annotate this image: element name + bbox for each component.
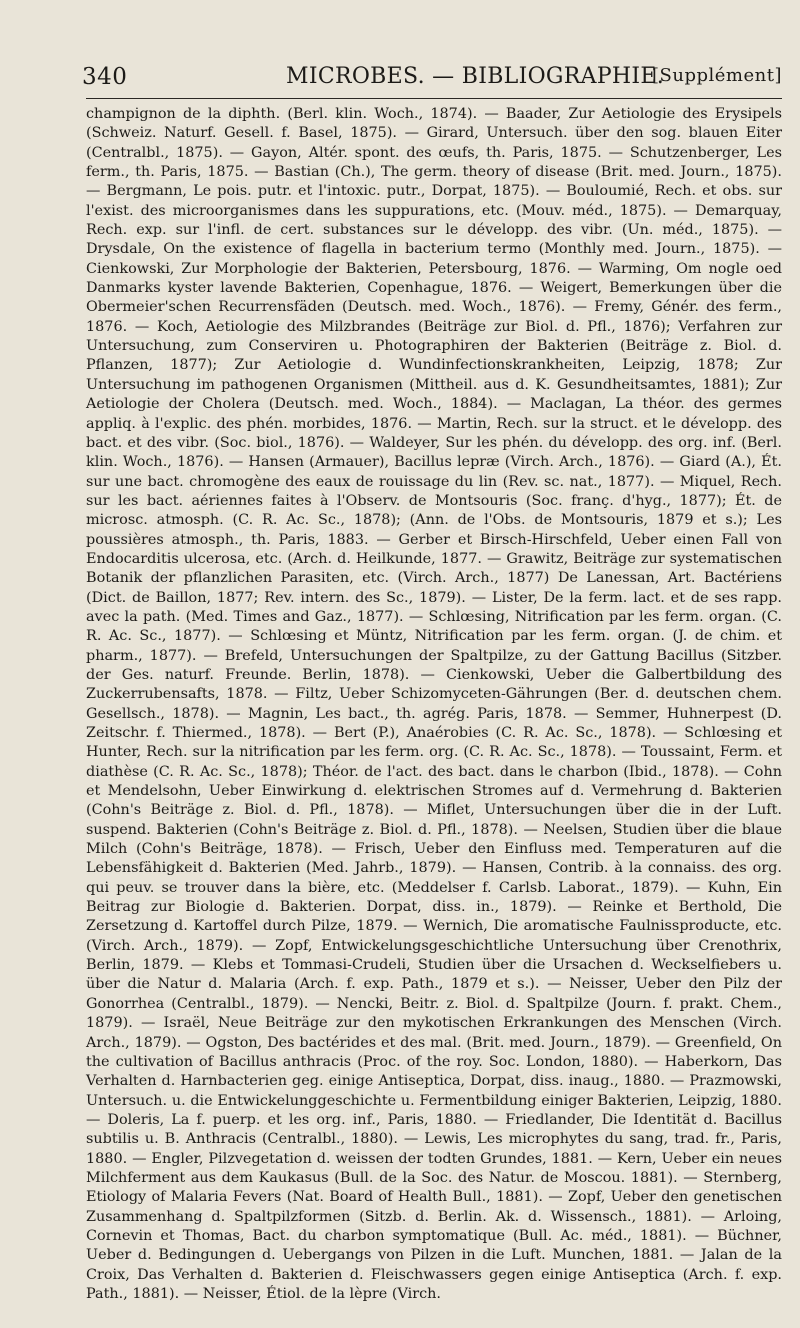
page-header <box>82 62 782 99</box>
section-label: [Supplément] <box>652 65 782 86</box>
page-number: 340 <box>82 64 128 90</box>
bibliography-text: champignon de la diphth. (Berl. klin. Woch., 1874). — Baader, Zur Aetiologie des Erysipels (Schweiz. Naturf. Gesell. f. Basel, 1875). — Girard, Untersuch. über den sog. blauen Eiter (Centralbl., 1875). — Gayon, Altér. spont. des œufs, th. Paris, 1875. — Schutzenberger, Les ferm., th. Paris, 1875. — Bastian (Ch.), The germ. theory of disease (Brit. med. Journ., 1875). — Bergmann, Le pois. putr. et l'intoxic. putr., Dorpat, 1875). — Bouloumié, Rech. et obs. sur l'exist. des microorganismes dans les suppurations, etc. (Mouv. méd., 1875). — Demarquay, Rech. exp. sur l'infl. de cert. substances sur le développ. des vibr. (Un. méd., 1875). — Drysdale, On the existence of flagella in bacterium termo (Monthly med. Journ., 1875). — Cienkowski, Zur Morphologie der Bakterien, Petersbourg, 1876. — Warming, Om nogle oed Danmarks kyster lavende Bakterien, Copenhague, 1876. — Weigert, Bemerkungen über die Obermeier'schen Recurrensfäden (Deutsch. med. Woch., 1876). — Fremy, Génér. des ferm., 1876. — Koch, Aetiologie des Milzbrandes (Beiträge zur Biol. d. Pfl., 1876); Verfahren zur Untersuchung, zum Conserviren u. Photographiren der Bakterien (Beiträge z. Biol. d. Pflanzen, 1877); Zur Aetiologie d. Wundinfectionskrankheiten, Leipzig, 1878; Zur Untersuchung im pathogenen Organismen (Mittheil. aus d. K. Gesundheitsamtes, 1881); Zur Aetiologie der Cholera (Deutsch. med. Woch., 1884). — Maclagan, La théor. des germes appliq. à l'explic. des phén. morbides, 1876. — Martin, Rech. sur la struct. et le développ. des bact. et des vibr. (Soc. biol., 1876). — Waldeyer, Sur les phén. du développ. des org. inf. (Berl. klin. Woch., 1876). — Hansen (Armauer), Bacillus lepræ (Virch. Arch., 1876). — Giard (A.), Ét. sur une bact. chromogène des eaux de rouissage du lin (Rev. sc. nat., 1877). — Miquel, Rech. sur les bact. aériennes faites à l'Observ. de Montsouris (Soc. franç. d'hyg., 1877); Ét. de microsc. atmosph. (C. R. Ac. Sc., 1878); (Ann. de l'Obs. de Montsouris, 1879 et s.); Les poussières atmosph., th. Paris, 1883. — Gerber et Birsch-Hirschfeld, Ueber einen Fall von Endocarditis ulcerosa, etc. (Arch. d. Heilkunde, 1877. — Grawitz, Beiträge zur systematischen Botanik der pflanzlichen Parasiten, etc. (Virch. Arch., 1877) De Lanessan, Art. Bactériens (Dict. de Baillon, 1877; Rev. intern. des Sc., 1879). — Lister, De la ferm. lact. et de ses rapp. avec la path. (Med. Times and Gaz., 1877). — Schlœsing, Nitrification par les ferm. organ. (C. R. Ac. Sc., 1877). — Schlœsing et Müntz, Nitrification par les ferm. organ. (J. de chim. et pharm., 1877). — Brefeld, Untersuchungen der Spaltpilze, zu der Gattung Bacillus (Sitzber. der Ges. naturf. Freunde. Berlin, 1878). — Cienkowski, Ueber die Galbertbildung des Zuckerrubensafts, 1878. — Filtz, Ueber Schizomyceten-Gährungen (Ber. d. deutschen chem. Gesellsch., 1878). — Magnin, Les bact., th. agrég. Paris, 1878. — Semmer, Huhnerpest (D. Zeitschr. f. Thiermed., 1878). — Bert (P.), Anaérobies (C. R. Ac. Sc., 1878). — Schlœsing et Hunter, Rech. sur la nitrification par les ferm. org. (C. R. Ac. Sc., 1878). — Toussaint, Ferm. et diathèse (C. R. Ac. Sc., 1878); Théor. de l'act. des bact. dans le charbon (Ibid., 1878). — Cohn et Mendelsohn, Ueber Einwirkung d. elektrischen Stromes auf d. Vermehrung d. Bakterien (Cohn's Beiträge z. Biol. d. Pfl., 1878). — Miflet, Untersuchungen über die in der Luft. suspend. Bakterien (Cohn's Beiträge z. Biol. d. Pfl., 1878). — Neelsen, Studien über die blaue Milch (Cohn's Beiträge, 1878). — Frisch, Ueber den Einfluss med. Temperaturen auf die Lebensfähigkeit d. Bakterien (Med. Jahrb., 1879). — Hansen, Contrib. à la connaiss. des org. qui peuv. se trouver dans la bière, etc. (Meddelser f. Carlsb. Laborat., 1879). — Kuhn, Ein Beitrag zur Biologie d. Bakterien. Dorpat, diss. in., 1879). — Reinke et Berthold, Die Zersetzung d. Kartoffel durch Pilze, 1879. — Wernich, Die aromatische Faulnissproducte, etc. (Virch. Arch., 1879). — Zopf, Entwickelungsgeschichtliche Untersuchung über Crenothrix, Berlin, 1879. — Klebs et Tommasi-Crudeli, Studien über die Ursachen d. Weckselfiebers u. über die Natur d. Malaria (Arch. f. exp. Path., 1879 et s.). — Neisser, Ueber den Pilz der Gonorrhea (Centralbl., 1879). — Nencki, Beitr. z. Biol. d. Spaltpilze (Journ. f. prakt. Chem., 1879). — Israël, Neue Beiträge zur den mykotischen Erkrankungen des Menschen (Virch. Arch., 1879). — Ogston, Des bactérides et des mal. (Brit. med. Journ., 1879). — Greenfield, On the cultivation of Bacillus anthracis (Proc. of the roy. Soc. London, 1880). — Haberkorn, Das Verhalten d. Harnbacterien geg. einige Antiseptica, Dorpat, diss. inaug., 1880. — Prazmowski, Untersuch. u. die Entwickelunggeschichte u. Fermentbildung einiger Bakterien, Leipzig, 1880. — Doleris, La f. puerp. et les org. inf., Paris, 1880. — Friedlander, Die Identität d. Bacillus subtilis u. B. Anthracis (Centralbl., 1880). — Lewis, Les microphytes du sang, trad. fr., Paris, 1880. — Engler, Pilzvegetation d. weissen der todten Grundes, 1881. — Kern, Ueber ein neues Milchferment aus dem Kaukasus (Bull. de la Soc. des Natur. de Moscou. 1881). — Sternberg, Etiology of Malaria Fevers (Nat. Board of Health Bull., 1881). — Zopf, Ueber den genetischen Zusammenhang d. Spaltpilzformen (Sitzb. d. Berlin. Ak. d. Wissensch., 1881). — Arloing, Cornevin et Thomas, Bact. du charbon symptomatique (Bull. Ac. méd., 1881). — Büchner, Ueber d. Bedingungen d. Uebergangs von Pilzen in die Luft. Munchen, 1881. — Jalan de la Croix, Das Verhalten d. Bakterien d. Fleischwassers gegen einige Antiseptica (Arch. f. exp. Path., 1881). — Neisser, Étiol. de la lèpre (Virch. <box>86 106 782 1302</box>
running-title: MICROBES. — BIBLIOGRAPHIE. <box>286 64 665 89</box>
